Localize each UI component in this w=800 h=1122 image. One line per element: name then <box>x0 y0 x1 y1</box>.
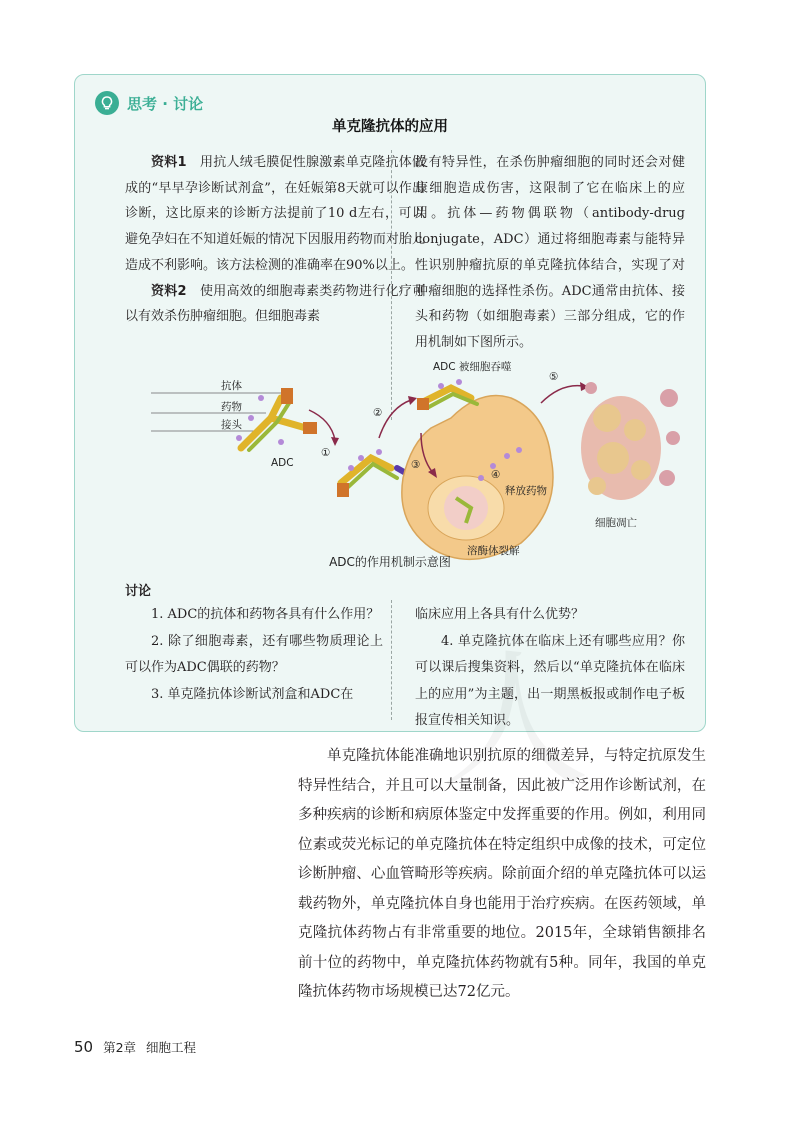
step1-arrowhead <box>331 437 339 446</box>
material1-label: 资料1 <box>151 155 187 170</box>
main-paragraph: 单克隆抗体能准确地识别抗原的细微差异，与特定抗原发生特异性结合，并且可以大量制备，因此被广泛用作诊断试剂，在多种疾病的诊断和病原体鉴定中发挥重要的作用。例如，利用同位素或荧光标记的单克隆抗体在特定组织中成像的技术，可定位诊断肿瘤、心血管畸形等疾病。除前面介绍的单克隆抗体可以运载药物外，单克隆抗体自身也能用于治疗疾病。在医药领域，单克隆抗体药物占有非常重要的地位。2015年，全球销售额排名前十位的药物中，单克隆抗体药物就有5种。同年，我国的单克隆抗体药物市场规模已达72亿元。 <box>298 748 706 1000</box>
main-body-text <box>298 742 706 1008</box>
question-3-end: 临床应用上各具有什么优势？ <box>415 607 585 622</box>
chapter-title: 细胞工程 <box>146 1040 197 1055</box>
diagram-caption: ADC的作用机制示意图 <box>329 555 451 569</box>
step5-marker: ⑤ <box>549 371 559 383</box>
apoptotic-cell <box>581 382 680 500</box>
box-title: 单克隆抗体的应用 <box>332 119 448 135</box>
label-apoptosis: 细胞凋亡 <box>595 517 637 529</box>
lysosome-core <box>444 486 488 530</box>
step2-arrow <box>379 400 411 438</box>
lightbulb-icon <box>95 91 119 115</box>
page-footer <box>74 1038 196 1056</box>
question-3-start: 3. 单克隆抗体诊断试剂盒和ADC在 <box>151 686 354 702</box>
step2-arrowhead <box>408 396 417 405</box>
step5-arrow <box>541 386 583 403</box>
discussion-title: 讨论 <box>125 584 152 599</box>
question-4: 4. 单克隆抗体在临床上还有哪些应用？你可以课后搜集资料，然后以“单克隆抗体在临床上的应用”为主题，出一期黑板报或制作电子板报宣传相关知识。 <box>415 633 685 728</box>
material1 <box>125 150 425 279</box>
material2-label: 资料2 <box>151 283 187 299</box>
box-label: 思考 · 讨论 <box>127 94 204 113</box>
material1-text: 用抗人绒毛膜促性腺激素单克隆抗体做成的“早早孕诊断试剂盒”，在妊娠第8天就可以作出诊断，这比原来的诊断方法提前了10 d左右，可以避免孕妇在不知道妊娠的情况下因服用药物而对胎儿造成不利影响。该方法检测的准确率在90%以上。 <box>125 155 425 273</box>
label-drug: 药物 <box>221 401 242 413</box>
label-antibody: 抗体 <box>221 380 242 392</box>
step2-marker: ② <box>373 407 383 419</box>
label-lysosome: 溶酶体裂解 <box>467 545 520 557</box>
material2-start <box>125 279 425 330</box>
bound-adc-receptor <box>337 449 411 497</box>
label-adc: ADC <box>271 457 294 469</box>
think-discuss-box <box>74 74 706 732</box>
discussion-left-column <box>125 602 383 708</box>
step4-marker: ④ <box>491 469 501 481</box>
question-1: 1. ADC的抗体和药物各具有什么作用？ <box>151 607 380 622</box>
material2-text-right: 没有特异性，在杀伤肿瘤细胞的同时还会对健康细胞造成伤害，这限制了它在临床上的应用。抗体—药物偶联物（antibody-drug conjugate，ADC）通过将细胞毒素与能特异性识别肿瘤抗原的单克隆抗体结合，实现了对肿瘤细胞的选择性杀伤。ADC通常由抗体、接头和药物（如细胞毒素）三部分组成，它的作用机制如下图所示。 <box>415 155 685 350</box>
materials-right-column <box>415 150 685 356</box>
question-2: 2. 除了细胞毒素，还有哪些物质理论上可以作为ADC偶联的药物？ <box>125 633 383 675</box>
discussion-right-column <box>415 602 685 735</box>
material2-text-left: 使用高效的细胞毒素类药物进行化疗可以有效杀伤肿瘤细胞。但细胞毒素 <box>125 283 425 325</box>
label-linker: 接头 <box>221 419 242 431</box>
step3-marker: ③ <box>411 459 421 471</box>
step1-marker: ① <box>321 447 331 459</box>
chapter-number: 第2章 <box>103 1040 137 1055</box>
materials-left-column <box>125 150 425 330</box>
adc-mechanism-diagram <box>121 358 681 578</box>
label-release: 释放药物 <box>505 485 547 497</box>
box-header <box>95 91 203 115</box>
label-engulfed: ADC 被细胞吞噬 <box>433 361 512 373</box>
page-number: 50 <box>74 1038 94 1056</box>
discussion-divider <box>391 600 392 720</box>
